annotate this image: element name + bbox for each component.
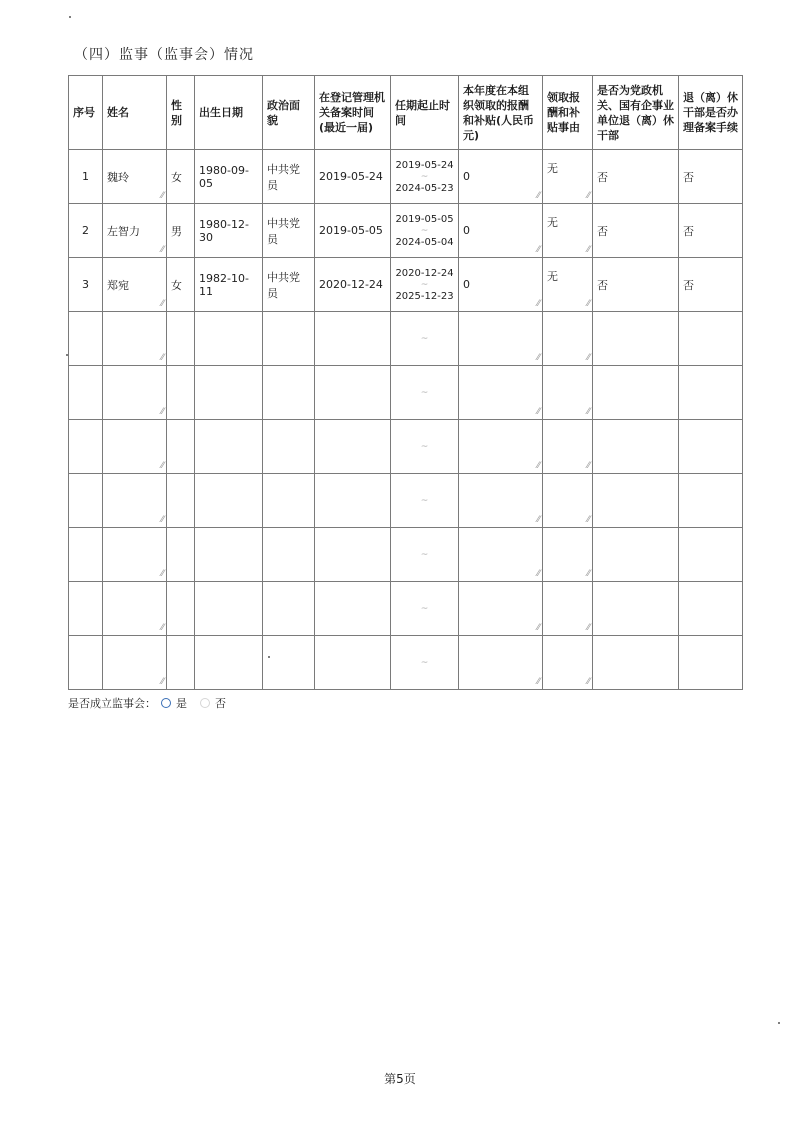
- cell-retired: 否: [593, 150, 679, 204]
- scan-speck: [66, 354, 68, 356]
- cell-retired: [593, 582, 679, 636]
- cell-political: [263, 420, 315, 474]
- cell-pay[interactable]: [459, 258, 543, 312]
- cell-reason[interactable]: [543, 150, 593, 204]
- cell-retired: [593, 420, 679, 474]
- resize-grip-icon: ⁄⁄: [586, 623, 590, 633]
- cell-pay[interactable]: [459, 150, 543, 204]
- cell-reason[interactable]: [543, 582, 593, 636]
- cell-pay-text: 0: [463, 278, 470, 291]
- table-row: [69, 204, 743, 258]
- table-row-empty: [69, 420, 743, 474]
- cell-term: [391, 528, 459, 582]
- cell-birth: [195, 366, 263, 420]
- cell-reason[interactable]: [543, 204, 593, 258]
- cell-procedure: 否: [679, 204, 743, 258]
- header-retired: 是否为党政机关、国有企事业单位退（离）休干部: [593, 76, 679, 150]
- cell-name-text: 魏玲: [107, 170, 129, 184]
- term-end: 2024-05-04: [395, 236, 454, 248]
- cell-birth: [195, 474, 263, 528]
- resize-grip-icon: ⁄⁄: [536, 461, 540, 471]
- cell-reason[interactable]: [543, 312, 593, 366]
- resize-grip-icon: ⁄⁄: [586, 245, 590, 255]
- cell-term: [391, 312, 459, 366]
- cell-reason[interactable]: [543, 420, 593, 474]
- term-end: 2024-05-23: [395, 182, 454, 194]
- cell-gender: [167, 528, 195, 582]
- cell-procedure: [679, 474, 743, 528]
- table-row-empty: [69, 636, 743, 690]
- resize-grip-icon: ⁄⁄: [160, 461, 164, 471]
- supervisory-board-question: [68, 695, 234, 711]
- cell-reason[interactable]: [543, 528, 593, 582]
- cell-procedure: [679, 582, 743, 636]
- cell-retired: [593, 528, 679, 582]
- term-separator: ~: [420, 171, 429, 182]
- resize-grip-icon: ⁄⁄: [536, 191, 540, 201]
- radio-no-label: 否: [215, 697, 226, 710]
- cell-reason[interactable]: [543, 636, 593, 690]
- resize-grip-icon: ⁄⁄: [536, 245, 540, 255]
- header-name: 姓名: [103, 76, 167, 150]
- cell-retired: [593, 636, 679, 690]
- cell-birth: [195, 528, 263, 582]
- cell-birth: 1980-12-30: [195, 204, 263, 258]
- cell-name[interactable]: [103, 204, 167, 258]
- cell-seq: [69, 474, 103, 528]
- resize-grip-icon: ⁄⁄: [160, 299, 164, 309]
- cell-seq: 3: [69, 258, 103, 312]
- resize-grip-icon: ⁄⁄: [160, 623, 164, 633]
- table-row-empty: [69, 474, 743, 528]
- cell-term: [391, 474, 459, 528]
- header-term: 任期起止时间: [391, 76, 459, 150]
- cell-reason-text: 无: [547, 216, 558, 229]
- header-gender: 性别: [167, 76, 195, 150]
- cell-filing: [315, 636, 391, 690]
- resize-grip-icon: ⁄⁄: [536, 299, 540, 309]
- cell-filing: [315, 474, 391, 528]
- header-reason: 领取报酬和补贴事由: [543, 76, 593, 150]
- resize-grip-icon: ⁄⁄: [160, 407, 164, 417]
- cell-filing: [315, 366, 391, 420]
- resize-grip-icon: ⁄⁄: [536, 515, 540, 525]
- cell-seq: [69, 420, 103, 474]
- resize-grip-icon: ⁄⁄: [536, 623, 540, 633]
- header-pay: 本年度在本组织领取的报酬和补贴(人民币元): [459, 76, 543, 150]
- cell-political: [263, 474, 315, 528]
- cell-pay[interactable]: [459, 474, 543, 528]
- cell-birth: [195, 312, 263, 366]
- table-header-row: [69, 76, 743, 150]
- resize-grip-icon: ⁄⁄: [160, 191, 164, 201]
- header-filing: 在登记管理机关备案时间(最近一届): [315, 76, 391, 150]
- cell-pay[interactable]: [459, 204, 543, 258]
- cell-filing: 2020-12-24: [315, 258, 391, 312]
- cell-birth: 1980-09-05: [195, 150, 263, 204]
- cell-term: [391, 366, 459, 420]
- cell-reason[interactable]: [543, 474, 593, 528]
- cell-reason[interactable]: [543, 366, 593, 420]
- page-number: 第5页: [384, 1072, 416, 1086]
- cell-political: [263, 312, 315, 366]
- cell-gender: 女: [167, 150, 195, 204]
- term-start: 2020-12-24: [395, 267, 454, 279]
- cell-procedure: 否: [679, 258, 743, 312]
- cell-name[interactable]: [103, 582, 167, 636]
- cell-name[interactable]: [103, 312, 167, 366]
- cell-pay[interactable]: [459, 366, 543, 420]
- table-row: [69, 258, 743, 312]
- cell-seq: [69, 366, 103, 420]
- resize-grip-icon: ⁄⁄: [160, 677, 164, 687]
- cell-reason-text: 无: [547, 162, 558, 175]
- radio-yes-label: 是: [176, 697, 187, 710]
- resize-grip-icon: ⁄⁄: [536, 407, 540, 417]
- cell-name-text: 郑宛: [107, 278, 129, 292]
- cell-procedure: [679, 420, 743, 474]
- cell-term: [391, 258, 459, 312]
- cell-seq: [69, 636, 103, 690]
- cell-term: [391, 150, 459, 204]
- cell-political: [263, 366, 315, 420]
- resize-grip-icon: ⁄⁄: [536, 569, 540, 579]
- scan-speck: [778, 1022, 780, 1024]
- cell-retired: [593, 312, 679, 366]
- resize-grip-icon: ⁄⁄: [586, 515, 590, 525]
- cell-name[interactable]: [103, 528, 167, 582]
- cell-birth: [195, 582, 263, 636]
- cell-gender: [167, 312, 195, 366]
- cell-term: [391, 636, 459, 690]
- cell-gender: [167, 366, 195, 420]
- radio-no[interactable]: [200, 698, 210, 708]
- table-row-empty: [69, 582, 743, 636]
- term-separator: ~: [420, 495, 429, 506]
- term-start: 2019-05-24: [395, 159, 454, 171]
- resize-grip-icon: ⁄⁄: [586, 407, 590, 417]
- cell-gender: [167, 420, 195, 474]
- section-title: （四）监事（监事会）情况: [74, 47, 254, 63]
- cell-political: 中共党员: [263, 204, 315, 258]
- cell-filing: [315, 420, 391, 474]
- cell-reason-text: 无: [547, 270, 558, 283]
- cell-seq: [69, 528, 103, 582]
- cell-political: [263, 636, 315, 690]
- table-row-empty: [69, 366, 743, 420]
- cell-pay[interactable]: [459, 312, 543, 366]
- term-end: 2025-12-23: [395, 290, 454, 302]
- cell-procedure: [679, 636, 743, 690]
- table-row: [69, 150, 743, 204]
- cell-retired: 否: [593, 258, 679, 312]
- term-separator: ~: [420, 387, 429, 398]
- table-row-empty: [69, 312, 743, 366]
- term-start: 2019-05-05: [395, 213, 454, 225]
- cell-name[interactable]: [103, 420, 167, 474]
- cell-reason[interactable]: [543, 258, 593, 312]
- cell-political: [263, 582, 315, 636]
- resize-grip-icon: ⁄⁄: [586, 299, 590, 309]
- header-political: 政治面貌: [263, 76, 315, 150]
- cell-birth: [195, 636, 263, 690]
- cell-pay[interactable]: [459, 636, 543, 690]
- cell-filing: [315, 582, 391, 636]
- cell-seq: [69, 312, 103, 366]
- cell-filing: 2019-05-24: [315, 150, 391, 204]
- cell-retired: [593, 366, 679, 420]
- cell-name[interactable]: [103, 366, 167, 420]
- cell-name[interactable]: [103, 150, 167, 204]
- cell-name[interactable]: [103, 474, 167, 528]
- cell-political: 中共党员: [263, 150, 315, 204]
- cell-gender: [167, 474, 195, 528]
- term-separator: ~: [420, 279, 429, 290]
- cell-seq: 1: [69, 150, 103, 204]
- cell-seq: [69, 582, 103, 636]
- resize-grip-icon: ⁄⁄: [160, 353, 164, 363]
- resize-grip-icon: ⁄⁄: [586, 569, 590, 579]
- resize-grip-icon: ⁄⁄: [586, 677, 590, 687]
- term-separator: ~: [420, 657, 429, 668]
- cell-pay[interactable]: [459, 528, 543, 582]
- resize-grip-icon: ⁄⁄: [160, 245, 164, 255]
- cell-name-text: 左智力: [107, 224, 140, 238]
- cell-birth: [195, 420, 263, 474]
- resize-grip-icon: ⁄⁄: [536, 353, 540, 363]
- cell-birth: 1982-10-11: [195, 258, 263, 312]
- cell-term: [391, 582, 459, 636]
- cell-retired: [593, 474, 679, 528]
- cell-pay-text: 0: [463, 170, 470, 183]
- cell-name[interactable]: [103, 258, 167, 312]
- cell-gender: 男: [167, 204, 195, 258]
- cell-term: [391, 204, 459, 258]
- scan-speck: [69, 16, 71, 18]
- question-label: 是否成立监事会：: [68, 697, 156, 710]
- cell-political: [263, 528, 315, 582]
- cell-pay-text: 0: [463, 224, 470, 237]
- cell-filing: 2019-05-05: [315, 204, 391, 258]
- cell-procedure: [679, 366, 743, 420]
- header-procedure: 退（离）休干部是否办理备案手续: [679, 76, 743, 150]
- header-seq: 序号: [69, 76, 103, 150]
- resize-grip-icon: ⁄⁄: [536, 677, 540, 687]
- header-birth: 出生日期: [195, 76, 263, 150]
- cell-pay[interactable]: [459, 582, 543, 636]
- cell-gender: [167, 582, 195, 636]
- term-separator: ~: [420, 549, 429, 560]
- resize-grip-icon: ⁄⁄: [160, 515, 164, 525]
- cell-seq: 2: [69, 204, 103, 258]
- cell-procedure: [679, 312, 743, 366]
- term-separator: ~: [420, 603, 429, 614]
- term-separator: ~: [420, 441, 429, 452]
- cell-retired: 否: [593, 204, 679, 258]
- cell-filing: [315, 312, 391, 366]
- resize-grip-icon: ⁄⁄: [586, 353, 590, 363]
- cell-procedure: 否: [679, 150, 743, 204]
- cell-gender: 女: [167, 258, 195, 312]
- cell-name[interactable]: [103, 636, 167, 690]
- term-separator: ~: [420, 225, 429, 236]
- resize-grip-icon: ⁄⁄: [586, 461, 590, 471]
- cell-pay[interactable]: [459, 420, 543, 474]
- radio-yes[interactable]: [161, 698, 171, 708]
- term-separator: ~: [420, 333, 429, 344]
- table-row-empty: [69, 528, 743, 582]
- resize-grip-icon: ⁄⁄: [586, 191, 590, 201]
- resize-grip-icon: ⁄⁄: [160, 569, 164, 579]
- cell-political: 中共党员: [263, 258, 315, 312]
- cell-filing: [315, 528, 391, 582]
- supervisors-table: [68, 75, 743, 690]
- cell-gender: [167, 636, 195, 690]
- scan-speck: [268, 656, 270, 658]
- cell-procedure: [679, 528, 743, 582]
- cell-term: [391, 420, 459, 474]
